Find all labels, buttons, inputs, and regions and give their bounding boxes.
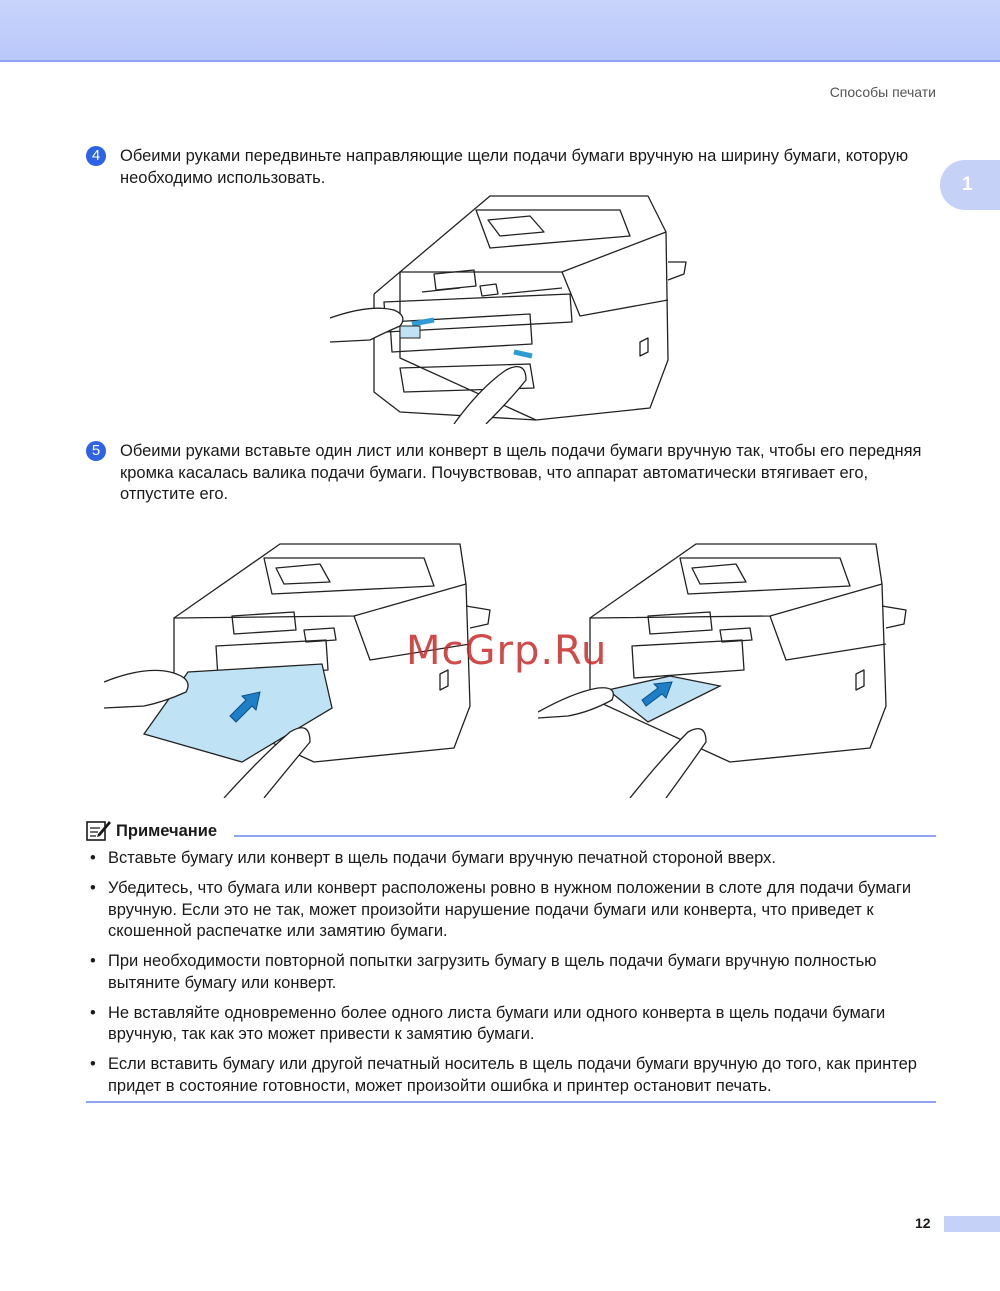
page-number: 12 xyxy=(915,1215,931,1231)
step-text: Обеими руками вставьте один лист или конверт в щель подачи бумаги вручную так, чтобы его передняя кромка касалась валика подачи бумаги. Почувствовав, что аппарат автоматически втягивает его, отпустите его. xyxy=(120,442,922,503)
hand-right xyxy=(630,729,706,798)
watermark: McGrp.Ru xyxy=(406,628,608,674)
running-title: Способы печати xyxy=(829,84,936,100)
printer-guides-illustration xyxy=(330,192,690,424)
step-number-badge: 4 xyxy=(86,146,106,166)
note-title: Примечание xyxy=(116,822,218,840)
step-4 xyxy=(86,146,936,189)
note-pencil-icon xyxy=(86,818,112,842)
note-item: • Не вставляйте одновременно более одного листа бумаги или одного конверта в щель подачи бумаги вручную, так как это может привести к замятию бумаги. xyxy=(90,1003,936,1046)
step-text: Обеими руками передвиньте направляющие щели подачи бумаги вручную на ширину бумаги, которую необходимо использовать. xyxy=(120,147,909,187)
note-end-rule xyxy=(86,1101,936,1103)
note-item: • При необходимости повторной попытки загрузить бумагу в щель подачи бумаги вручную полностью вытяните бумагу или конверт. xyxy=(90,951,936,994)
page-tab xyxy=(944,1216,1000,1232)
note-item: • Убедитесь, что бумага или конверт расположены ровно в нужном положении в слоте для подачи бумаги вручную. Если это не так, может произойти нарушение подачи бумаги или конверта, что приведет к скошенной распечатке или замятию бумаги. xyxy=(90,878,936,943)
note-item: • Вставьте бумагу или конверт в щель подачи бумаги вручную печатной стороной вверх. xyxy=(90,848,936,870)
note-rule xyxy=(234,835,936,837)
note-item: • Если вставить бумагу или другой печатный носитель в щель подачи бумаги вручную до того, как принтер придет в состояние готовности, может произойти ошибка и принтер остановит печать. xyxy=(90,1054,936,1097)
header-band xyxy=(0,0,1000,62)
chapter-tab xyxy=(940,160,1000,210)
step-5 xyxy=(86,441,936,506)
step-number-badge: 5 xyxy=(86,441,106,461)
note-header xyxy=(86,818,936,844)
hand-left xyxy=(538,688,613,718)
note-list xyxy=(90,848,936,1106)
hand-left xyxy=(330,308,403,342)
chapter-number: 1 xyxy=(962,174,973,195)
